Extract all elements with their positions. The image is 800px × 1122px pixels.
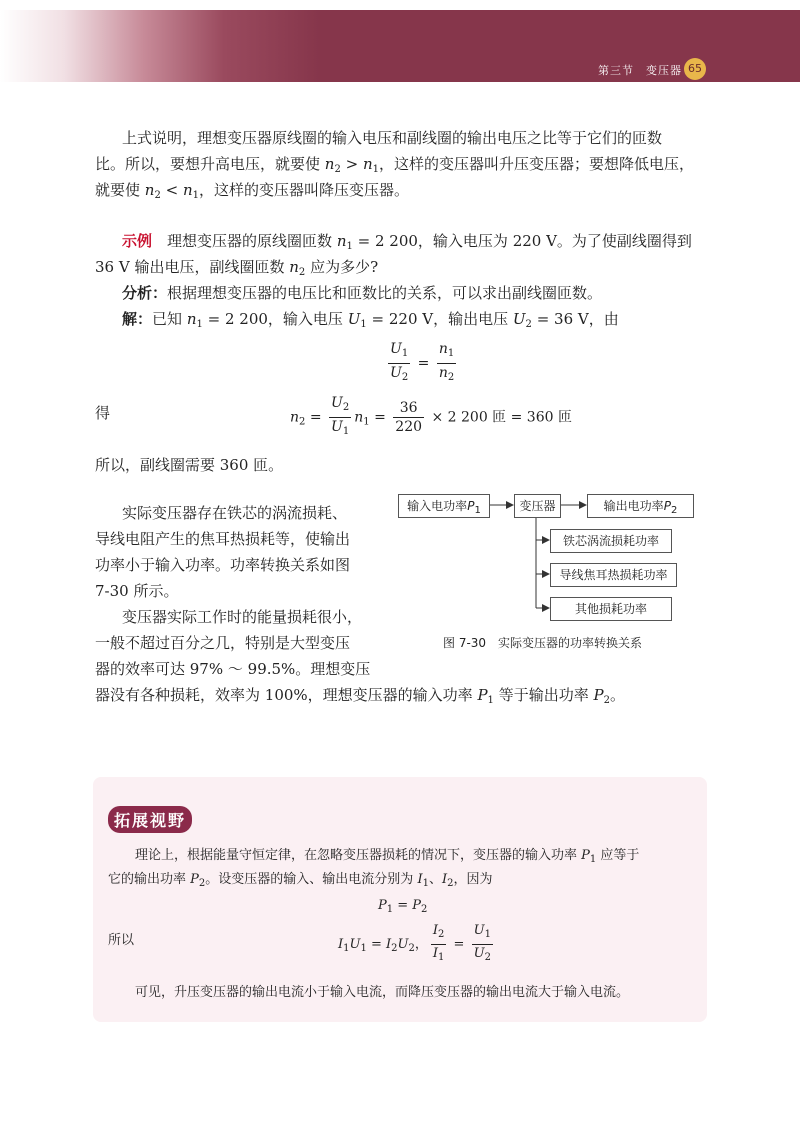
- ext-line1: 理论上，根据能量守恒定律，在忽略变压器损耗的情况下，变压器的输入功率 $P_1$ 应等于: [135, 848, 640, 865]
- extension-title: 拓展视野: [108, 806, 192, 833]
- analysis: 分析：根据理想变压器的电压比和匝数比的关系，可以求出副线圈匝数。: [122, 284, 603, 302]
- power-flow-diagram: [396, 488, 696, 636]
- example-label: 示例: [122, 232, 153, 250]
- body2-line4: 7-30 所示。: [95, 582, 179, 600]
- body2-line5: 变压器实际工作时的能量损耗很小，: [122, 608, 363, 626]
- para1-line2: 比。所以，要想升高电压，就要使 $n_2 > n_1$，这样的变压器叫升压变压器；要想降低电压，: [95, 155, 695, 175]
- para1-line1: 上式说明，理想变压器原线圈的输入电压和副线圈的输出电压之比等于它们的匝数: [122, 129, 663, 147]
- page-header: [0, 10, 800, 82]
- calc-formula: $n_2$ = $\frac{U_2}{U_1}$ $n_1$ = $\frac{36}{220}$ × 2 200 匝 = 360 匝: [290, 395, 572, 437]
- power-equation: $P_1 = P_2$: [378, 898, 428, 915]
- page-number: 65: [684, 58, 706, 80]
- figure-caption: 图 7-30 实际变压器的功率转换关系: [443, 636, 643, 650]
- section-title: 第三节 变压器: [598, 64, 682, 77]
- de-label: 得: [95, 404, 111, 422]
- conclusion: 所以，副线圈需要 360 匝。: [95, 456, 284, 474]
- transformer-box: 变压器: [514, 494, 561, 518]
- body2-line2: 导线电阻产生的焦耳热损耗等，使输出: [95, 530, 351, 548]
- body2-line8: 器没有各种损耗，效率为 100%，理想变压器的输入功率 $P_1$ 等于输出功率 $P_2$。: [95, 686, 625, 706]
- solution: 解：已知 $n_1 = 2$ 200，输入电压 $U_1 = 220$ V，输出电压 $U_2 = 36$ V，由: [122, 310, 619, 330]
- other-loss-box: 其他损耗功率: [550, 597, 672, 621]
- example-line1: 示例 理想变压器的原线圈匝数 $n_1 = 2$ 200，输入电压为 220 V。为了使副线圈得到: [122, 232, 692, 252]
- suoyi-label: 所以: [108, 933, 135, 948]
- output-power-box: 输出电功率$P_2$: [587, 494, 694, 518]
- current-equation: $I_1U_1 = I_2U_2$， $\frac{I_2}{I_1}$ = $\frac{U_1}{U_2}$: [338, 923, 491, 963]
- body2-line3: 功率小于输入功率。功率转换关系如图: [95, 556, 351, 574]
- ext-line2: 它的输出功率 $P_2$。设变压器的输入、输出电流分别为 $I_1$、$I_2$，因为: [108, 872, 493, 889]
- input-power-box: 输入电功率$P_1$: [398, 494, 490, 518]
- body2-line1: 实际变压器存在铁芯的涡流损耗、: [122, 504, 348, 522]
- example-line2: 36 V 输出电压，副线圈匝数 $n_2$ 应为多少?: [95, 258, 379, 278]
- para1-line3: 就要使 $n_2 < n_1$，这样的变压器叫降压变压器。: [95, 181, 410, 201]
- body2-line6: 一般不超过百分之几，特别是大型变压: [95, 634, 351, 652]
- copper-loss-box: 导线焦耳热损耗功率: [550, 563, 677, 587]
- ext-conclusion: 可见，升压变压器的输出电流小于输入电流，而降压变压器的输出电流大于输入电流。: [135, 985, 630, 1000]
- ratio-formula: $\frac{U_1}{U_2}$ = $\frac{n_1}{n_2}$: [390, 341, 455, 383]
- body2-line7: 器的效率可达 97% ～ 99.5%。理想变压: [95, 660, 371, 678]
- iron-loss-box: 铁芯涡流损耗功率: [550, 529, 672, 553]
